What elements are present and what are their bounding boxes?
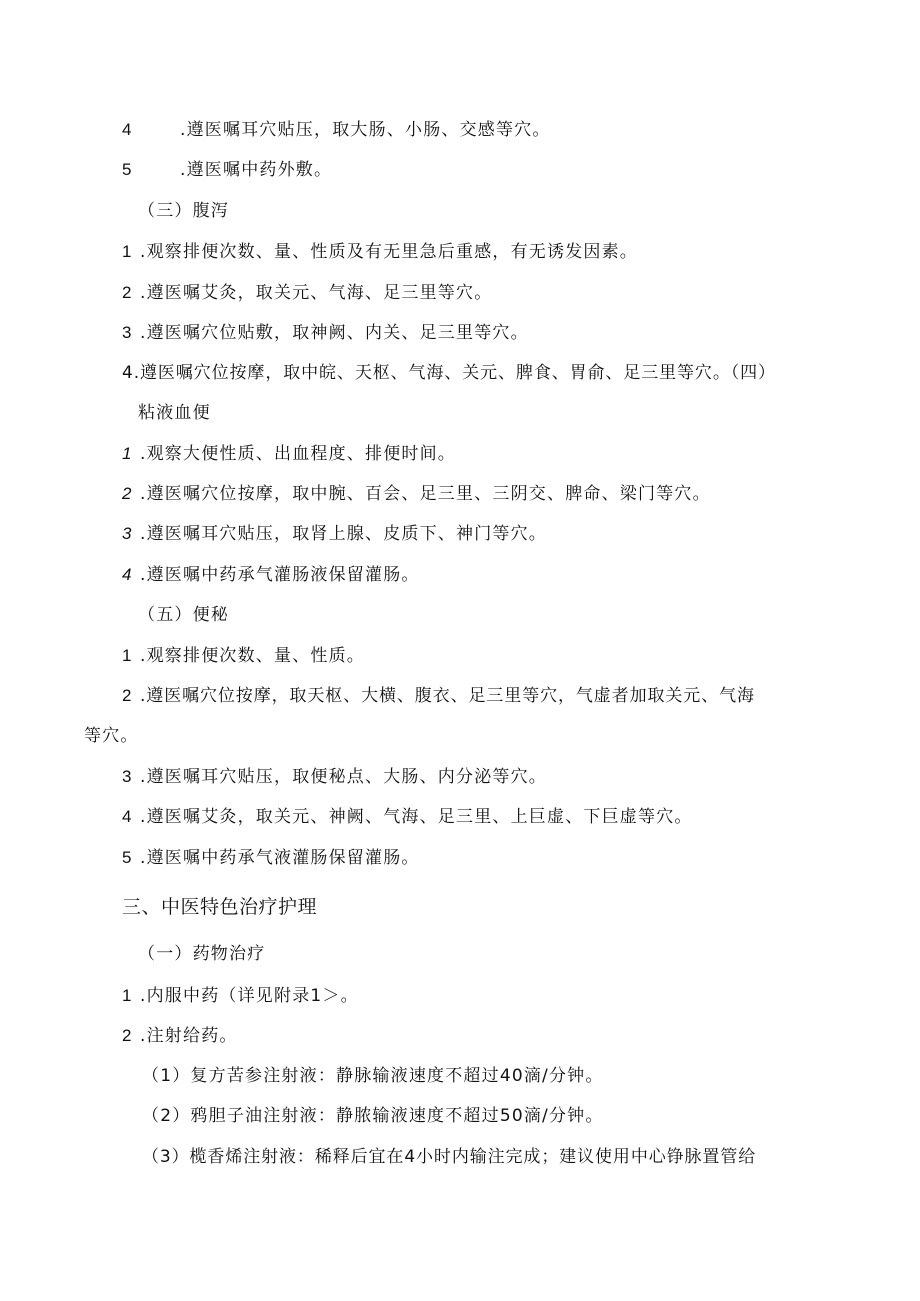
list-item [122,805,693,829]
list-item-continuation: 等穴。 [84,726,139,746]
list-item [122,563,420,587]
list-item [122,482,711,506]
section-heading: （五）便秘 [138,605,229,625]
list-item [122,846,420,870]
list-item [122,240,638,264]
item-number: 4 [122,565,133,584]
item-text: .遵医嘱艾灸，取关元、气海、足三里等穴。 [140,283,493,303]
sub-list-item: （1）复方苦参注射液：静脉输液速度不超过40滴/分钟。 [142,1066,604,1086]
item-text: .内服中药（详见附录1＞。 [140,986,359,1006]
section-heading: 粘液血便 [138,403,211,423]
item-number: 1 [122,986,133,1005]
list-item [122,765,547,789]
item-number: 3 [122,524,133,543]
item-number: 2 [122,484,133,503]
list-item [122,158,332,182]
list-item [122,1024,238,1048]
list-item [122,684,755,708]
item-number: 2 [122,283,133,302]
item-text: .注射给药。 [140,1026,238,1046]
item-number: 1 [122,646,133,665]
item-text: .遵医嘱耳穴贴压，取大肠、小肠、交感等穴。 [180,120,551,140]
item-number: 4 [122,120,133,139]
item-text: .遵医嘱耳穴贴压，取便秘点、大肠、内分泌等穴。 [140,767,548,787]
item-text: .遵医嘱艾灸，取关元、神阙、气海、足三里、上巨虚、下巨虚等穴。 [140,807,693,827]
item-number: 1 [122,444,133,463]
list-item [122,321,529,345]
sub-list-item: （2）鸦胆子油注射液：静脓输液速度不超过50滴/分钟。 [142,1106,604,1126]
item-text: .观察大便性质、出血程度、排便时间。 [140,444,457,464]
list-item [122,361,776,385]
list-item [122,118,551,142]
list-item [122,522,547,546]
item-text: .遵医嘱穴位贴敷，取神阙、内关、足三里等穴。 [140,323,529,343]
item-text: .遵医嘱中药承气灌肠液保留灌肠。 [140,565,420,585]
item-number: 2 [122,686,133,705]
item-text: .遵医嘱中药承气液灌肠保留灌肠。 [140,848,420,868]
item-text: .遵医嘱穴位按摩，取天枢、大横、腹衣、足三里等穴，气虚者加取关元、气海 [140,686,755,706]
list-item [122,984,359,1008]
list-item [122,442,456,466]
item-text: .遵医嘱耳穴贴压，取肾上腺、皮质下、神门等穴。 [140,524,548,544]
item-number: 1 [122,242,133,261]
section-heading: （一）药物治疗 [138,944,266,964]
item-number: 5 [122,848,133,867]
item-text: .观察排便次数、量、性质。 [140,646,366,666]
chapter-heading: 三、中医特色治疗护理 [122,896,318,918]
item-number: 3 [122,323,133,342]
item-text: 4.遵医嘱穴位按摩，取中皖、天枢、气海、关元、脾食、胃俞、足三里等穴。（四） [122,363,776,383]
item-text: .观察排便次数、量、性质及有无里急后重感，有无诱发因素。 [140,242,639,262]
list-item [122,281,492,305]
item-number: 4 [122,807,133,826]
sub-list-item: （3）榄香烯注射液：稀释后宜在4小时内输注完成；建议使用中心铮脉置管给 [142,1147,757,1167]
section-heading: （三）腹泻 [138,201,229,221]
list-item [122,644,365,668]
item-number: 5 [122,160,133,179]
item-number: 3 [122,767,133,786]
item-number: 2 [122,1026,133,1045]
item-text: .遵医嘱穴位按摩，取中腕、百会、足三里、三阴交、脾命、梁门等穴。 [140,484,711,504]
item-text: .遵医嘱中药外敷。 [180,160,333,180]
